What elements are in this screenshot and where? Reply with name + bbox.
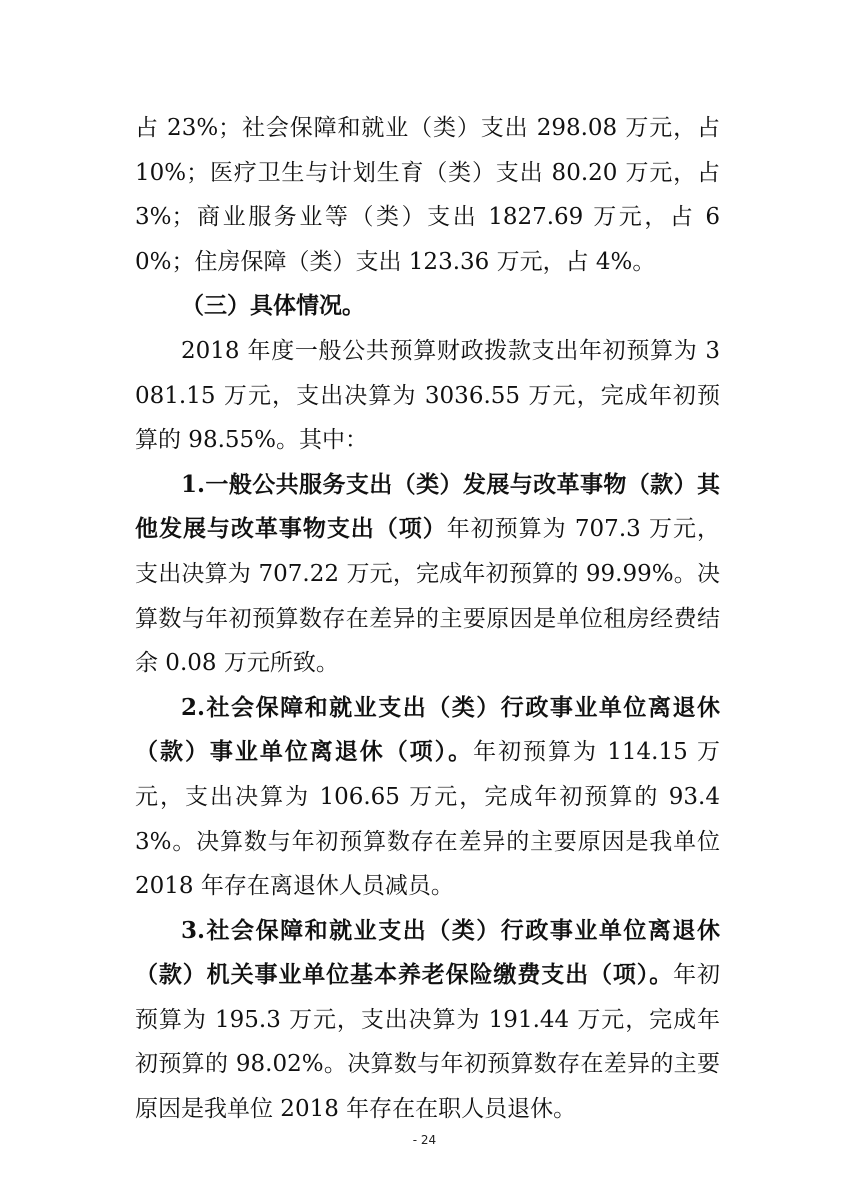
item-3-body: 年初预算为 195.3 万元，支出决算为 191.44 万元，完成年初预算的 98.02%。决算数与年初预算数存在差异的主要原因是我单位 2018 年存在在职人员退休。 — [135, 962, 721, 1123]
paragraph-budget-summary: 2018 年度一般公共预算财政拨款支出年初预算为 3081.15 万元，支出决算为 3036.55 万元，完成年初预算的 98.55%。其中： — [135, 337, 720, 454]
paragraph-expenditure-shares: 占 23%；社会保障和就业（类）支出 298.08 万元，占 10%；医疗卫生与计划生育（类）支出 80.20 万元，占 3%；商业服务业等（类）支出 1827.69 万元，占 60%；住房保障（类）支出 123.36 万元，占 4%。 — [135, 115, 720, 275]
item-2-heading: 2.社会保障和就业支出（类）行政事业单位离退休（款）事业单位离退休（项）。 — [135, 693, 720, 766]
item-1-heading: 1.一般公共服务支出（类）发展与改革事物（款）其他发展与改革事物支出（项） — [135, 470, 720, 543]
page-number: - 24 — [412, 1133, 437, 1147]
section-heading-details: （三）具体情况。 — [181, 292, 365, 320]
document-body — [135, 106, 720, 1132]
item-1-paragraph — [135, 463, 720, 686]
item-1-body: 年初预算为 707.3 万元，支出决算为 707.22 万元，完成年初预算的 99.99%。决算数与年初预算数存在差异的主要原因是单位租房经费结余 0.08 万元所致。 — [135, 516, 721, 677]
item-3-heading: 3.社会保障和就业支出（类）行政事业单位离退休（款）机关事业单位基本养老保险缴费支出（项）。 — [135, 916, 720, 989]
item-3-paragraph — [135, 909, 720, 1132]
item-2-body: 年初预算为 114.15 万元，支出决算为 106.65 万元，完成年初预算的 93.43%。决算数与年初预算数存在差异的主要原因是我单位 2018 年存在离退休人员减员。 — [135, 739, 720, 900]
item-2-paragraph — [135, 686, 720, 909]
